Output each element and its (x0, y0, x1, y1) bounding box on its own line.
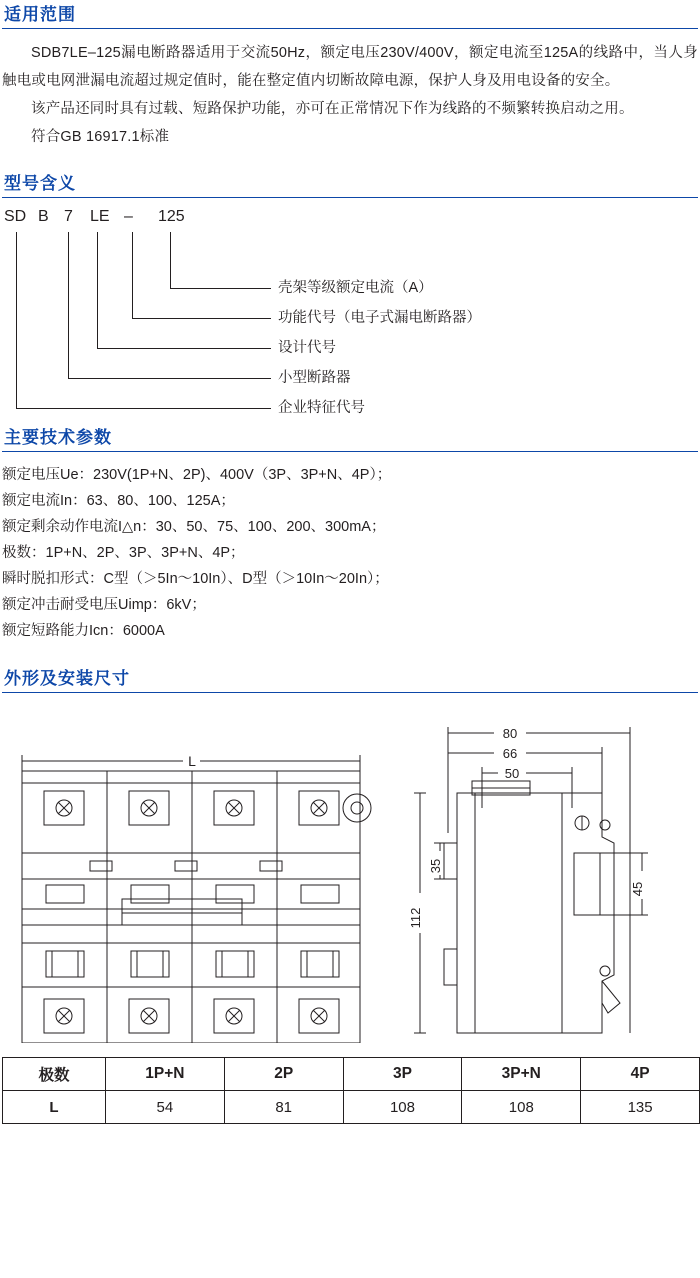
param-rated-voltage: 额定电压Ue：230V(1P+N、2P)、400V（3P、3P+N、4P）； (2, 467, 392, 483)
side-label-66: 66 (502, 746, 518, 761)
scope-paragraph-3: 符合GB 16917.1标准 (31, 129, 170, 145)
table-header-3p: 3P (343, 1058, 462, 1091)
table-header-1pn: 1P+N (106, 1058, 225, 1091)
model-label-function-code: 功能代号（电子式漏电断路器） (278, 310, 481, 326)
table-cell-l-1pn: 54 (106, 1091, 225, 1124)
model-label-enterprise-code: 企业特征代号 (278, 400, 365, 416)
table-cell-l-2p: 81 (224, 1091, 343, 1124)
table-header-2p: 2P (224, 1058, 343, 1091)
side-label-50: 50 (504, 766, 520, 781)
model-label-mcb: 小型断路器 (278, 370, 351, 386)
side-dimension-66 (448, 747, 602, 823)
section-parameters (0, 423, 700, 644)
table-header-3pn: 3P+N (462, 1058, 581, 1091)
param-poles: 极数：1P+N、2P、3P、3P+N、4P； (2, 545, 245, 561)
side-label-112: 112 (408, 907, 423, 929)
model-label-design-code: 设计代号 (278, 340, 336, 356)
dimensions-table (2, 1057, 700, 1124)
model-code-part-125: 125 (158, 208, 185, 225)
front-width-label: L (188, 753, 196, 769)
leader-line-5 (16, 232, 271, 409)
table-row (3, 1091, 700, 1124)
table-row-label-l: L (3, 1091, 106, 1124)
section-scope (0, 0, 700, 151)
outline-drawing (2, 703, 698, 1043)
table-row (3, 1058, 700, 1091)
param-rated-current: 额定电流In：63、80、100、125A； (2, 493, 235, 509)
model-designation-diagram (2, 208, 698, 423)
front-handle-slots (90, 861, 282, 871)
model-code-part-le: LE (90, 208, 110, 225)
table-cell-l-3p: 108 (343, 1091, 462, 1124)
section-heading-parameters: 主要技术参数 (2, 423, 698, 452)
param-impulse-voltage: 额定冲击耐受电压Uimp：6kV； (2, 597, 206, 613)
side-label-35: 35 (428, 858, 443, 874)
side-label-45: 45 (630, 881, 645, 897)
table-header-poles: 极数 (3, 1058, 106, 1091)
section-heading-model: 型号含义 (2, 169, 698, 198)
table-cell-l-4p: 135 (581, 1091, 700, 1124)
table-cell-l-3pn: 108 (462, 1091, 581, 1124)
side-label-80: 80 (502, 726, 518, 741)
scope-paragraph-2: 该产品还同时具有过载、短路保护功能，亦可在正常情况下作为线路的不频繁转换启动之用。 (31, 101, 634, 117)
front-test-button (343, 794, 371, 822)
model-label-frame-current: 壳架等级额定电流（A） (278, 280, 433, 296)
model-code-part-7: 7 (64, 208, 73, 225)
param-residual-current: 额定剩余动作电流I△n：30、50、75、100、200、300mA； (2, 519, 386, 535)
param-short-circuit: 额定短路能力Icn：6000A (2, 623, 165, 639)
outline-drawing-svg (2, 703, 700, 1043)
model-code-part-b: B (38, 208, 49, 225)
scope-paragraph-1: SDB7LE–125漏电断路器适用于交流50Hz，额定电压230V/400V，额定电流至125A的线路中，当人身触电或电网泄漏电流超过规定值时，能在整定值内切断故障电源，保护人身及用电设备的安全。 (2, 45, 698, 89)
model-code-part-sd: SD (4, 208, 27, 225)
section-heading-outline: 外形及安装尺寸 (2, 664, 698, 693)
section-heading-scope: 适用范围 (2, 0, 698, 29)
model-code-part-dash: – (124, 208, 133, 225)
table-header-4p: 4P (581, 1058, 700, 1091)
section-model-designation (0, 169, 700, 423)
param-trip-type: 瞬时脱扣形式：C型（＞5In～10In）、D型（＞10In～20In）； (2, 571, 389, 587)
section-outline-dimensions (0, 664, 700, 1124)
